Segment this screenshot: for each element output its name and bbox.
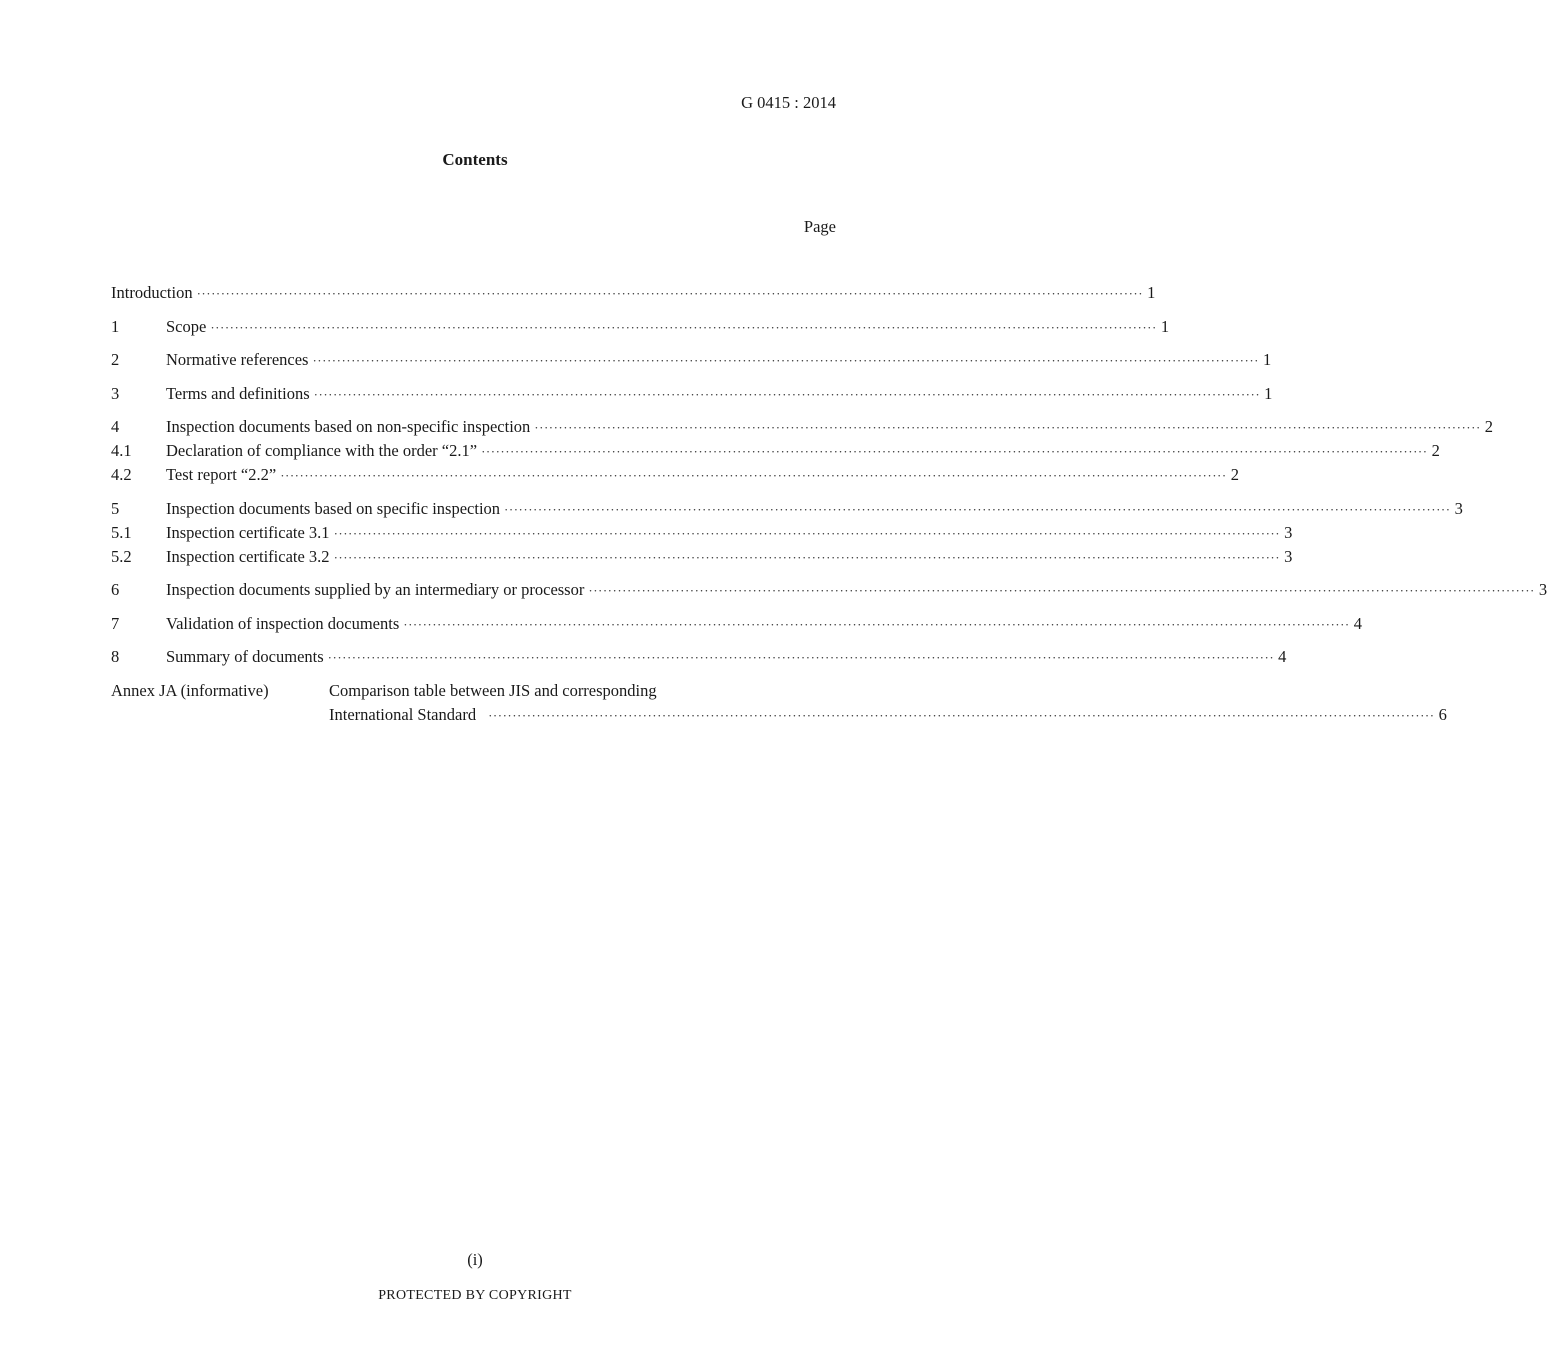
toc-entry-title: Inspection documents based on specific inspection [166, 498, 501, 518]
toc-entry-number: 1 [111, 316, 120, 336]
annex-title-line-2: International Standard [329, 704, 477, 724]
toc-entry-page: 4 [1353, 613, 1363, 633]
dot-leader [280, 464, 1227, 488]
toc-entry-number: 4.2 [111, 465, 132, 484]
toc-entry-page: 1 [1262, 350, 1272, 369]
toc-entry-annex-ja[interactable] [111, 679, 1447, 727]
toc-entry-scope[interactable] [111, 315, 1170, 339]
annex-page: 6 [1438, 704, 1447, 724]
dot-leader [403, 613, 1350, 637]
toc-entry-page: 3 [1284, 546, 1293, 566]
toc-entry-page: 1 [1264, 383, 1273, 403]
dot-leader [488, 704, 1435, 728]
toc-entry-section-5[interactable] [111, 497, 1463, 521]
toc-entry-title: Introduction [111, 283, 193, 302]
toc-entry-section-7[interactable] [111, 612, 1363, 636]
toc-entry-section-4-1[interactable] [111, 439, 1440, 463]
toc-entry-page: 1 [1147, 283, 1156, 302]
toc-entry-terms-definitions[interactable] [111, 382, 1273, 406]
toc-entry-section-6[interactable] [111, 578, 1547, 602]
toc-entry-number: 4 [111, 417, 120, 436]
toc-entry-page: 2 [1431, 441, 1440, 460]
toc-entry-title: Summary of documents [166, 647, 324, 666]
annex-title-line-2-row [329, 703, 1447, 727]
annex-title-line-1: Comparison table between JIS and corresponding [329, 680, 657, 700]
toc-entry-section-4[interactable] [111, 415, 1494, 439]
toc-entry-title: Normative references [166, 350, 309, 369]
toc-entry-title: Inspection certificate 3.2 [166, 546, 330, 566]
toc-entry-page: 2 [1230, 465, 1239, 484]
toc-entry-introduction[interactable] [111, 281, 1156, 305]
toc-entry-section-4-2[interactable] [111, 463, 1239, 487]
toc-entry-number: 5 [111, 498, 120, 518]
toc-entry-number: 6 [111, 580, 120, 599]
toc-entry-page: 3 [1284, 522, 1293, 542]
toc-entry-number: 8 [111, 647, 120, 666]
toc-entry-page: 2 [1484, 417, 1494, 436]
dot-leader [210, 316, 1157, 340]
toc-entry-page: 1 [1160, 316, 1170, 336]
page-column-label: Page [803, 217, 836, 236]
document-code: G 0415 : 2014 [741, 93, 836, 112]
toc-entry-section-8[interactable] [111, 645, 1287, 669]
annex-label: Annex JA (informative) [111, 680, 269, 700]
toc-entry-number: 4.1 [111, 441, 132, 460]
toc-entry-page: 4 [1278, 647, 1287, 666]
toc-entry-title: Test report “2.2” [166, 465, 277, 484]
contents-title: Contents [442, 150, 508, 169]
dot-leader [314, 383, 1261, 407]
toc-entry-number: 5.2 [111, 546, 132, 566]
toc-entry-number: 2 [111, 350, 120, 369]
table-of-contents [111, 281, 1547, 727]
dot-leader [334, 522, 1281, 546]
dot-leader [534, 416, 1481, 440]
copyright-notice: PROTECTED BY COPYRIGHT [378, 1288, 572, 1303]
toc-entry-number: 5.1 [111, 522, 132, 542]
annex-body [329, 679, 1447, 727]
toc-entry-number: 3 [111, 383, 120, 403]
toc-entry-number: 7 [111, 613, 120, 633]
dot-leader [197, 282, 1144, 306]
toc-entry-title: Inspection certificate 3.1 [166, 522, 330, 542]
dot-leader [312, 349, 1259, 373]
dot-leader [481, 440, 1428, 464]
toc-entry-title: Inspection documents supplied by an intermediary or processor [166, 580, 585, 599]
toc-entry-title: Validation of inspection documents [166, 613, 400, 633]
dot-leader [328, 646, 1275, 670]
toc-entry-title: Terms and definitions [166, 383, 310, 403]
dot-leader [504, 498, 1451, 522]
toc-entry-normative-references[interactable] [111, 348, 1272, 372]
toc-entry-title: Inspection documents based on non-specific inspection [166, 417, 531, 436]
toc-entry-title: Scope [166, 316, 207, 336]
footer-page-number: (i) [467, 1250, 483, 1269]
dot-leader [334, 546, 1281, 570]
toc-entry-section-5-2[interactable] [111, 545, 1293, 569]
toc-entry-section-5-1[interactable] [111, 521, 1293, 545]
dot-leader [588, 579, 1535, 603]
toc-entry-title: Declaration of compliance with the order “2.1” [166, 441, 478, 460]
toc-entry-page: 3 [1538, 580, 1547, 599]
toc-entry-page: 3 [1454, 498, 1463, 518]
